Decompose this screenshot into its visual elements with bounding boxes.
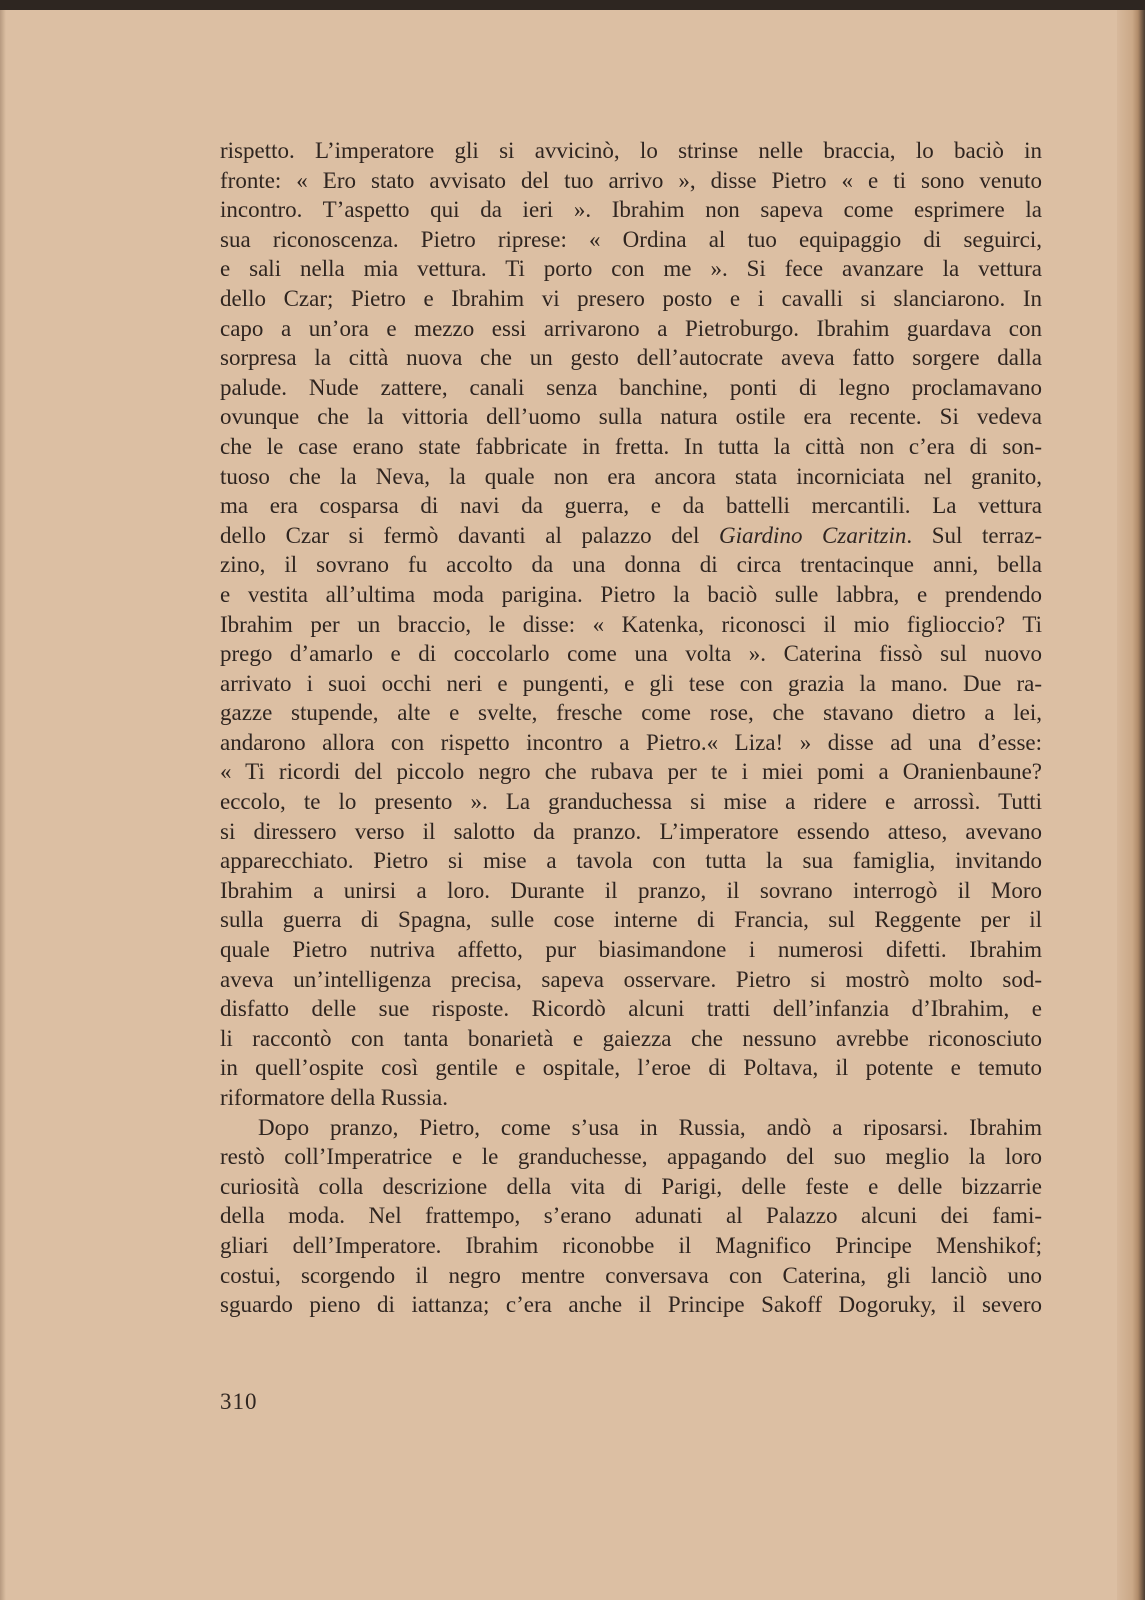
text-line: arrivato i suoi occhi neri e pungenti, e gli tese con grazia la mano. Due ra- [220,670,1042,696]
text-line: quale Pietro nutriva affetto, pur biasimandone i numerosi difetti. Ibrahim [220,937,1042,963]
text-line: sorpresa la città nuova che un gesto dell’autocrate aveva fatto sorgere dalla [220,345,1042,371]
text-line: costui, scorgendo il negro mentre conversava con Caterina, gli lanciò uno [220,1262,1042,1288]
text-line: Ibrahim a unirsi a loro. Durante il pranzo, il sovrano interrogò il Moro [220,877,1042,903]
body-text [220,136,1042,1320]
text-line: sulla guerra di Spagna, sulle cose interne di Francia, sul Reggente per il [220,907,1042,933]
text-segment: dello Czar si fermò davanti al palazzo del [220,522,719,548]
text-line: che le case erano state fabbricate in fretta. In tutta la città non c’era di son- [220,433,1042,459]
italic-place-name: Giardino Czaritzin [718,522,907,548]
text-line: restò coll’Imperatrice e le granduchesse, appagando del suo meglio la loro [220,1144,1042,1170]
text-line: disfatto delle sue risposte. Ricordò alcuni tratti dell’infanzia d’Ibrahim, e [220,996,1042,1022]
text-line: curiosità colla descrizione della vita di Parigi, delle feste e delle bizzarrie [220,1173,1042,1199]
text-line: tuoso che la Neva, la quale non era ancora stata incorniciata nel granito, [220,463,1042,489]
text-line: prego d’amarlo e di coccolarlo come una volta ». Caterina fissò sul nuovo [220,641,1042,667]
text-segment: . Sul terraz- [906,522,1042,548]
text-line: palude. Nude zattere, canali senza banchine, ponti di legno proclamavano [220,374,1042,400]
text-line: li raccontò con tanta bonarietà e gaiezza che nessuno avrebbe riconosciuto [220,1025,1042,1051]
text-line: in quell’ospite così gentile e ospitale, l’eroe di Poltava, il potente e temuto [220,1055,1042,1081]
text-line: fronte: « Ero stato avvisato del tuo arrivo », disse Pietro « e ti sono venuto [220,167,1042,193]
text-line: capo a un’ora e mezzo essi arrivarono a Pietroburgo. Ibrahim guardava con [220,315,1042,341]
paragraph-last-line: riformatore della Russia. [220,1085,449,1110]
text-line: « Ti ricordi del piccolo negro che rubava per te i miei pomi a Oranienbaune? [220,759,1042,785]
text-line: incontro. T’aspetto qui da ieri ». Ibrahim non sapeva come esprimere la [220,197,1042,223]
text-line: gliari dell’Imperatore. Ibrahim riconobbe il Magnifico Principe Menshikof; [220,1232,1042,1258]
page-number: 310 [220,1389,258,1414]
text-line: e vestita all’ultima moda parigina. Pietro la baciò sulle labbra, e prendendo [220,581,1042,607]
text-line [220,521,1042,551]
text-line: andarono allora con rispetto incontro a Pietro.« Liza! » disse ad una d’esse: [220,729,1042,755]
text-line: si diressero verso il salotto da pranzo. L’imperatore essendo atteso, avevano [220,818,1042,844]
text-line: ma era cosparsa di navi da guerra, e da battelli mercantili. La vettura [220,493,1042,519]
text-line: aveva un’intelligenza precisa, sapeva osservare. Pietro si mostrò molto sod- [220,966,1042,992]
text-line: Ibrahim per un braccio, le disse: « Katenka, riconosci il mio figlioccio? Ti [220,611,1042,637]
text-line: sguardo pieno di iattanza; c’era anche il Principe Sakoff Dogoruky, il severo [220,1292,1042,1318]
text-line: rispetto. L’imperatore gli si avvicinò, lo strinse nelle braccia, lo baciò in [220,138,1042,163]
page-gutter-shadow [1117,10,1145,1600]
text-line: della moda. Nel frattempo, s’erano adunati al Palazzo alcuni dei fami- [220,1203,1042,1229]
paragraph-first-line: Dopo pranzo, Pietro, come s’usa in Russia, andò a riposarsi. Ibrahim [258,1114,1042,1140]
text-line: e sali nella mia vettura. Ti porto con me ». Si fece avanzare la vettura [220,256,1042,282]
text-line: sua riconoscenza. Pietro riprese: « Ordina al tuo equipaggio di seguirci, [220,226,1042,252]
text-line: apparecchiato. Pietro si mise a tavola con tutta la sua famiglia, invitando [220,848,1042,874]
text-line: ovunque che la vittoria dell’uomo sulla natura ostile era recente. Si vedeva [220,404,1042,430]
text-line: zino, il sovrano fu accolto da una donna di circa trentacinque anni, bella [220,552,1042,578]
scan-top-edge [0,0,1145,10]
text-line: dello Czar; Pietro e Ibrahim vi presero posto e i cavalli si slanciarono. In [220,285,1042,311]
text-line: gazze stupende, alte e svelte, fresche come rose, che stavano dietro a lei, [220,700,1042,726]
text-line: eccolo, te lo presento ». La granduchessa si mise a ridere e arrossì. Tutti [220,789,1042,815]
scan-left-edge [0,10,6,1600]
